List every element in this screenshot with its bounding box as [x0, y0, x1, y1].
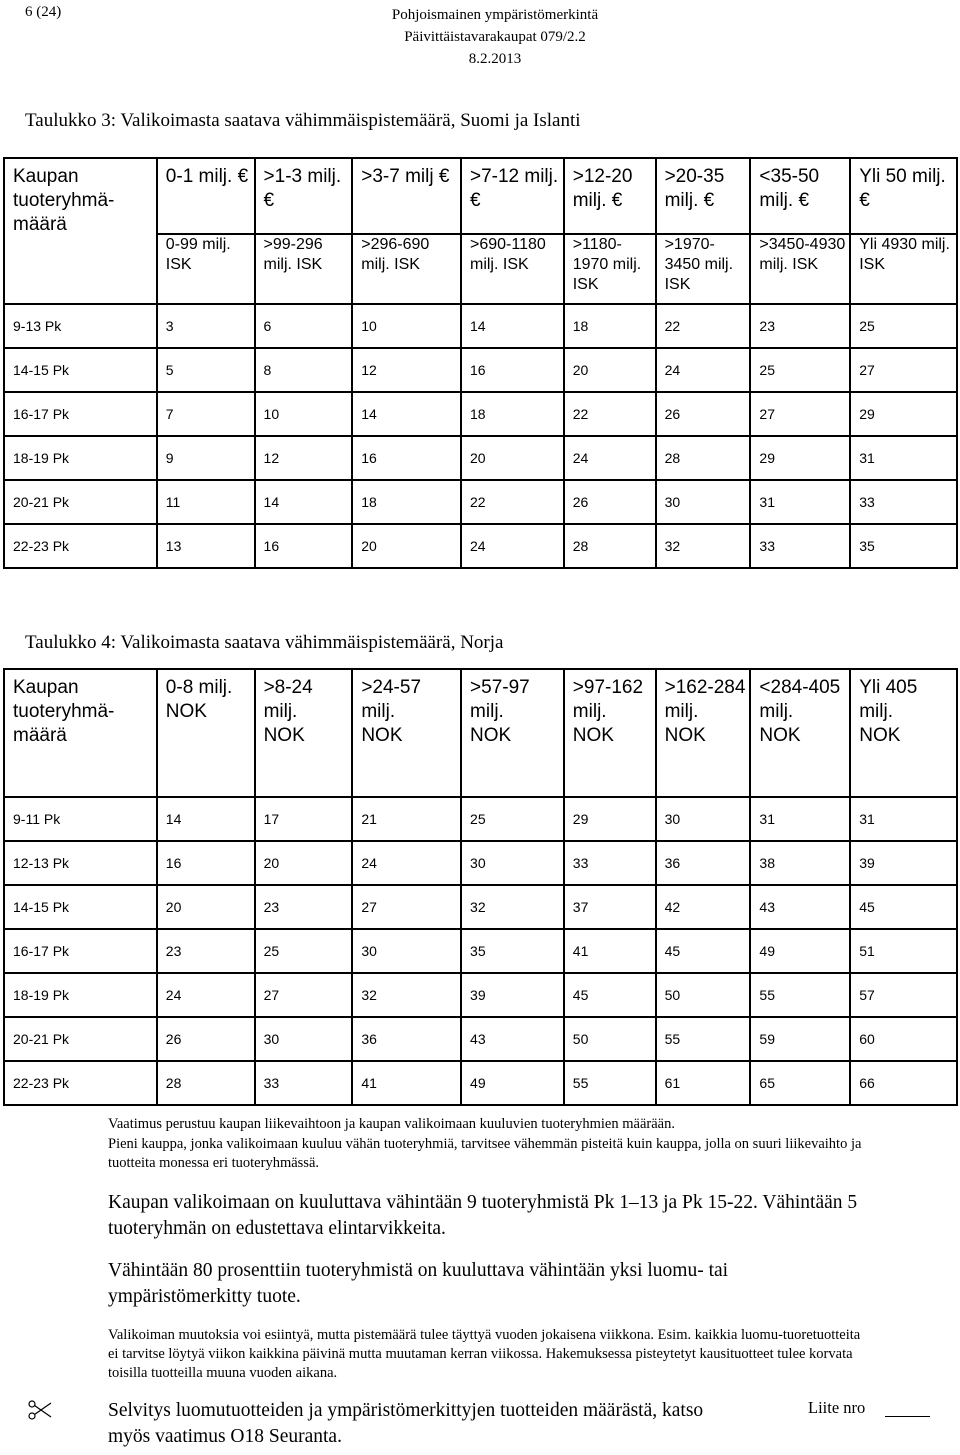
row-value: 20 [352, 524, 461, 568]
row-value: 26 [157, 1017, 255, 1061]
row-value: 55 [564, 1061, 656, 1105]
row-value: 45 [850, 885, 957, 929]
row-value: 12 [255, 436, 353, 480]
row-value: 49 [750, 929, 850, 973]
requirement-eco-products: Vähintään 80 prosenttiin tuoteryhmistä on kuuluttava vähintään yksi luomu- tai ympäristömerkitty tuote. [108, 1260, 729, 1307]
row-value: 32 [656, 524, 751, 568]
column-nok-range: >57-97 milj. [470, 677, 530, 722]
table3-column-header [461, 158, 564, 234]
table3-isk-header: >296-690 milj. ISK [352, 234, 461, 304]
column-nok-range: >8-24 milj. [263, 677, 313, 722]
row-value: 43 [461, 1017, 564, 1061]
table3-row [4, 436, 957, 480]
note-small-shop: Pieni kauppa, jonka valikoimaan kuuluu vähän tuoteryhmiä, tarvitsee vähemmän pisteitä kuin kauppa, jolla on suuri liikevaihto ja tuotteita monessa eri tuoteryhmässä. [108, 1136, 862, 1171]
table4-row [4, 1017, 957, 1061]
note-basis: Vaatimus perustuu kaupan liikevaihtoon ja kaupan valikoimaan kuuluvien tuoteryhmien määrään. [108, 1116, 675, 1132]
row-value: 33 [850, 480, 957, 524]
row-value: 31 [850, 436, 957, 480]
table4-column-header [750, 669, 850, 797]
row-value: 35 [461, 929, 564, 973]
row-value: 31 [750, 797, 850, 841]
row-label: 12-13 Pk [4, 841, 157, 885]
row-value: 27 [850, 348, 957, 392]
row-value: 32 [461, 885, 564, 929]
page-number: 6 (24) [25, 4, 62, 20]
row-label: 20-21 Pk [4, 480, 157, 524]
column-nok-unit: NOK [470, 725, 512, 746]
row-value: 23 [157, 929, 255, 973]
row-label: 14-15 Pk [4, 885, 157, 929]
column-nok-range: >97-162 milj. [572, 677, 644, 722]
table3-group-label: Kaupan tuoteryhmä-määrä [4, 158, 157, 304]
row-value: 30 [255, 1017, 353, 1061]
row-value: 16 [352, 436, 461, 480]
column-eur-range: >3-7 milj € [361, 166, 450, 187]
row-value: 33 [750, 524, 850, 568]
column-eur-range: >20-35 milj. € [664, 166, 725, 211]
row-value: 30 [656, 480, 751, 524]
row-value: 18 [352, 480, 461, 524]
row-value: 25 [750, 348, 850, 392]
table3-column-header [750, 158, 850, 234]
column-nok-unit: NOK [759, 725, 801, 746]
row-value: 61 [656, 1061, 751, 1105]
table3-row [4, 392, 957, 436]
note-variation: Valikoiman muutoksia voi esiintyä, mutta pistemäärä tulee täyttyä vuoden jokaisena viikkona. Esim. kaikkia luomu-tuoretuotteita ei tarvitse löytyä viikon kaikkina päivinä mutta muutaman kerran viikossa. Hakemuksessa pisteytetyt kausituotteet tulee korvata toisilla tuotteilla muuna vuoden aikana. [108, 1327, 861, 1381]
table4 [3, 668, 958, 1106]
header-line-1: Pohjoismainen ympäristömerkintä [391, 7, 599, 23]
row-value: 31 [750, 480, 850, 524]
table3-column-header [255, 158, 353, 234]
row-value: 31 [850, 797, 957, 841]
column-eur-range: 0-1 milj. € [165, 166, 249, 187]
row-value: 59 [750, 1017, 850, 1061]
table4-column-header [656, 669, 751, 797]
row-value: 11 [157, 480, 255, 524]
footer-text: Selvitys luomutuotteiden ja ympäristömerkittyjen tuotteiden määrästä, katso myös vaatimus O18 Seuranta. [108, 1400, 704, 1447]
document-header [330, 4, 660, 70]
column-nok-range: >162-284 milj. [664, 677, 746, 722]
column-nok-range: >24-57 milj. [361, 677, 422, 722]
table4-header-row [4, 669, 957, 797]
row-value: 20 [461, 436, 564, 480]
row-label: 9-11 Pk [4, 797, 157, 841]
table3-column-header [157, 158, 255, 234]
row-value: 45 [656, 929, 751, 973]
row-value: 24 [461, 524, 564, 568]
table4-title: Taulukko 4: Valikoimasta saatava vähimmäispistemäärä, Norja [25, 632, 504, 653]
table3-column-header [352, 158, 461, 234]
table3-isk-header: 0-99 milj. ISK [157, 234, 255, 304]
row-value: 24 [157, 973, 255, 1017]
row-label: 18-19 Pk [4, 973, 157, 1017]
row-label: 20-21 Pk [4, 1017, 157, 1061]
column-nok-range: 0-8 milj. [165, 677, 233, 698]
row-value: 27 [352, 885, 461, 929]
row-value: 17 [255, 797, 353, 841]
table3-isk-header: Yli 4930 milj. ISK [850, 234, 957, 304]
row-value: 7 [157, 392, 255, 436]
liite-blank-line [885, 1416, 930, 1417]
row-value: 28 [157, 1061, 255, 1105]
row-value: 26 [656, 392, 751, 436]
row-value: 25 [255, 929, 353, 973]
row-value: 28 [564, 524, 656, 568]
row-label: 22-23 Pk [4, 1061, 157, 1105]
row-value: 6 [255, 304, 353, 348]
table4-row [4, 929, 957, 973]
row-label: 16-17 Pk [4, 392, 157, 436]
row-value: 55 [656, 1017, 751, 1061]
row-value: 23 [255, 885, 353, 929]
column-nok-unit: NOK [664, 725, 706, 746]
table3-isk-header: >1970-3450 milj. ISK [656, 234, 751, 304]
column-nok-unit: NOK [263, 725, 305, 746]
table3-isk-header: >99-296 milj. ISK [255, 234, 353, 304]
row-value: 49 [461, 1061, 564, 1105]
table3-isk-header: >3450-4930 milj. ISK [750, 234, 850, 304]
row-value: 16 [255, 524, 353, 568]
row-value: 20 [564, 348, 656, 392]
row-value: 32 [352, 973, 461, 1017]
row-value: 29 [850, 392, 957, 436]
table4-row [4, 973, 957, 1017]
row-value: 51 [850, 929, 957, 973]
column-eur-range: >7-12 milj. € [469, 166, 559, 211]
row-label: 9-13 Pk [4, 304, 157, 348]
row-label: 14-15 Pk [4, 348, 157, 392]
table4-group-label: Kaupan tuoteryhmä-määrä [4, 669, 157, 797]
row-value: 22 [461, 480, 564, 524]
row-value: 13 [157, 524, 255, 568]
row-label: 22-23 Pk [4, 524, 157, 568]
row-value: 30 [461, 841, 564, 885]
column-eur-range: >12-20 milj. € [572, 166, 633, 211]
row-value: 26 [564, 480, 656, 524]
row-label: 16-17 Pk [4, 929, 157, 973]
row-value: 29 [750, 436, 850, 480]
column-nok-range: Yli 405 milj. [859, 677, 918, 722]
row-label: 18-19 Pk [4, 436, 157, 480]
row-value: 5 [157, 348, 255, 392]
row-value: 10 [352, 304, 461, 348]
row-value: 20 [157, 885, 255, 929]
row-value: 29 [564, 797, 656, 841]
row-value: 14 [461, 304, 564, 348]
table3-isk-header: >690-1180 milj. ISK [461, 234, 564, 304]
row-value: 9 [157, 436, 255, 480]
row-value: 27 [750, 392, 850, 436]
row-value: 8 [255, 348, 353, 392]
row-value: 24 [352, 841, 461, 885]
row-value: 12 [352, 348, 461, 392]
row-value: 42 [656, 885, 751, 929]
table4-column-header [461, 669, 564, 797]
row-value: 41 [564, 929, 656, 973]
column-nok-unit: NOK [165, 701, 207, 722]
row-value: 50 [656, 973, 751, 1017]
table4-column-header [352, 669, 461, 797]
liite-label: Liite nro [808, 1398, 866, 1417]
scissors-icon [28, 1400, 52, 1420]
row-value: 22 [564, 392, 656, 436]
row-value: 33 [564, 841, 656, 885]
table3-column-header [656, 158, 751, 234]
column-nok-range: <284-405 milj. [759, 677, 841, 722]
row-value: 41 [352, 1061, 461, 1105]
row-value: 35 [850, 524, 957, 568]
table3-isk-header: >1180-1970 milj. ISK [564, 234, 656, 304]
row-value: 14 [352, 392, 461, 436]
row-value: 28 [656, 436, 751, 480]
row-value: 14 [157, 797, 255, 841]
row-value: 57 [850, 973, 957, 1017]
table3-row [4, 480, 957, 524]
table4-column-header [850, 669, 957, 797]
row-value: 23 [750, 304, 850, 348]
row-value: 66 [850, 1061, 957, 1105]
row-value: 25 [850, 304, 957, 348]
row-value: 33 [255, 1061, 353, 1105]
row-value: 16 [461, 348, 564, 392]
row-value: 45 [564, 973, 656, 1017]
row-value: 18 [564, 304, 656, 348]
row-value: 16 [157, 841, 255, 885]
column-eur-range: <35-50 milj. € [759, 166, 820, 211]
column-eur-range: >1-3 milj. € [263, 166, 342, 211]
row-value: 25 [461, 797, 564, 841]
row-value: 36 [656, 841, 751, 885]
table3-row [4, 304, 957, 348]
column-nok-unit: NOK [361, 725, 403, 746]
row-value: 24 [564, 436, 656, 480]
table3-column-header [850, 158, 957, 234]
table3-header-row [4, 158, 957, 234]
table3-row [4, 524, 957, 568]
row-value: 21 [352, 797, 461, 841]
table4-row [4, 797, 957, 841]
table3-title: Taulukko 3: Valikoimasta saatava vähimmäispistemäärä, Suomi ja Islanti [25, 110, 581, 131]
row-value: 39 [461, 973, 564, 1017]
column-eur-range: Yli 50 milj. € [859, 166, 946, 211]
table3-column-header [564, 158, 656, 234]
table4-column-header [564, 669, 656, 797]
row-value: 14 [255, 480, 353, 524]
row-value: 30 [656, 797, 751, 841]
row-value: 60 [850, 1017, 957, 1061]
table3-row [4, 348, 957, 392]
row-value: 36 [352, 1017, 461, 1061]
row-value: 30 [352, 929, 461, 973]
row-value: 10 [255, 392, 353, 436]
table4-column-header [255, 669, 353, 797]
table4-row [4, 1061, 957, 1105]
row-value: 24 [656, 348, 751, 392]
row-value: 50 [564, 1017, 656, 1061]
table4-row [4, 841, 957, 885]
row-value: 38 [750, 841, 850, 885]
row-value: 27 [255, 973, 353, 1017]
row-value: 43 [750, 885, 850, 929]
table4-row [4, 885, 957, 929]
row-value: 65 [750, 1061, 850, 1105]
table3 [3, 157, 958, 569]
row-value: 22 [656, 304, 751, 348]
table4-column-header [157, 669, 255, 797]
column-nok-unit: NOK [859, 725, 901, 746]
row-value: 3 [157, 304, 255, 348]
row-value: 55 [750, 973, 850, 1017]
column-nok-unit: NOK [572, 725, 614, 746]
header-line-2: Päivittäistavarakaupat 079/2.2 [404, 29, 586, 45]
row-value: 18 [461, 392, 564, 436]
row-value: 20 [255, 841, 353, 885]
requirement-groups: Kaupan valikoimaan on kuuluttava vähintään 9 tuoteryhmistä Pk 1–13 ja Pk 15-22. Vähintään 5 tuoteryhmän on edustettava elintarvikkeita. [108, 1192, 858, 1239]
row-value: 39 [850, 841, 957, 885]
header-date: 8.2.2013 [468, 51, 522, 67]
row-value: 37 [564, 885, 656, 929]
